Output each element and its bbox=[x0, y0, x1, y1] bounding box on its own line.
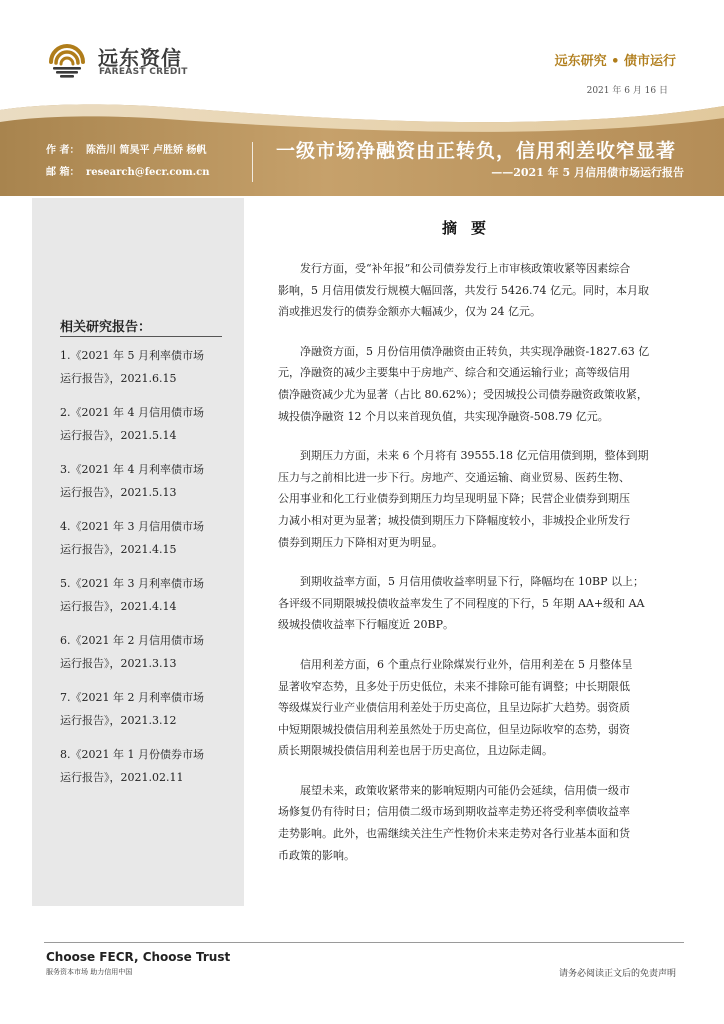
footer-tagline: 服务资本市场 助力信用中国 bbox=[46, 968, 133, 976]
footer-disclaimer: 请务必阅读正文后的免责声明 bbox=[558, 969, 676, 979]
paragraph-yield: 到期收益率方面，5 月信用债收益率明显下行，降幅均在 10BP 以上； 各评级不同期限城投债收益率发生了不同程度的下行，5 年期 AA+级和 AA 级城投债收益率下行幅度近 20BP。 bbox=[278, 575, 645, 632]
related-report-list bbox=[60, 344, 238, 800]
company-logo bbox=[44, 40, 204, 80]
paragraph-outlook: 展望未来，政策收紧带来的影响短期内可能仍会延续，信用债一级市 场修复仍有待时日；信用债二级市场到期收益率走势还将受利率债收益率 走势影响。此外，也需继续关注生产性物价未来走势对各行业基本面和货 币政策的影响。 bbox=[278, 783, 630, 862]
email-address[interactable]: research@fecr.com.cn bbox=[86, 167, 210, 178]
sidebar-divider bbox=[60, 336, 222, 337]
report-subtitle: ——2021 年 5 月信用债市场运行报告 bbox=[491, 166, 684, 179]
paragraph-issuance: 发行方面，受“补年报”和公司债券发行上市审核政策收紧等因素综合 影响，5 月信用债发行规模大幅回落，共发行 5426.74 亿元。同时，本月取 消或推迟发行的债券金额亦大幅减少，仅为 24 亿元。 bbox=[278, 262, 649, 319]
paragraph-credit-spread: 信用利差方面，6 个重点行业除煤炭行业外，信用利差在 5 月整体呈 显著收窄态势，且多处于历史低位，未来不排除可能有调整；中长期限低 等级煤炭行业产业债信用利差处于历史高位，且呈边际扩大趋势。弱资质 中短期限城投债信用利差虽然处于历史高位，但呈边际收窄的态势，弱资 质长期限城投债信用利差也居于历史高位，且边际走阔。 bbox=[278, 657, 633, 758]
header-divider bbox=[252, 142, 253, 182]
logo-english-name: FAREAST CREDIT bbox=[99, 67, 188, 77]
list-item[interactable]: 2.《2021 年 4 月信用债市场 运行报告》，2021.5.14 bbox=[60, 406, 204, 442]
author-label: 作 者： bbox=[46, 145, 80, 156]
list-item[interactable]: 1.《2021 年 5 月利率债市场 运行报告》，2021.6.15 bbox=[60, 349, 204, 385]
list-item[interactable]: 3.《2021 年 4 月利率债市场 运行报告》，2021.5.13 bbox=[60, 463, 204, 499]
logo-rings-icon bbox=[44, 40, 90, 80]
list-item[interactable]: 4.《2021 年 3 月信用债市场 运行报告》，2021.4.15 bbox=[60, 520, 204, 556]
footer-slogan: Choose FECR, Choose Trust bbox=[46, 950, 231, 964]
header-title-area bbox=[0, 98, 724, 196]
list-item[interactable]: 7.《2021 年 2 月利率债市场 运行报告》，2021.3.12 bbox=[60, 691, 204, 727]
summary-heading: 摘要 bbox=[442, 219, 501, 237]
paragraph-maturity-pressure: 到期压力方面，未来 6 个月将有 39555.18 亿元信用债到期，整体到期 压力与之前相比进一步下行。房地产、交通运输、商业贸易、医药生物、 公用事业和化工行业债券到期压力均呈现明显下降；民营企业债券到期压 力减小相对更为显著；城投债到期压力下降幅度较小，非城投企业所发行 债券到期压力下降相对更为明显。 bbox=[278, 449, 649, 549]
related-reports-sidebar bbox=[32, 198, 244, 906]
authors: 陈浩川 简昊平 卢胜娇 杨帆 bbox=[86, 145, 207, 156]
report-series-tag: 远东研究 • 债市运行 bbox=[554, 54, 676, 69]
list-item[interactable]: 5.《2021 年 3 月利率债市场 运行报告》，2021.4.14 bbox=[60, 577, 204, 613]
list-item[interactable]: 6.《2021 年 2 月信用债市场 运行报告》，2021.3.13 bbox=[60, 634, 204, 670]
report-title: 一级市场净融资由正转负，信用利差收窄显著 bbox=[275, 140, 676, 162]
email-label: 邮 箱： bbox=[46, 167, 80, 178]
sidebar-title: 相关研究报告： bbox=[60, 320, 152, 335]
email-line bbox=[46, 163, 210, 178]
logo-chinese-name: 远东资信 bbox=[98, 46, 182, 70]
author-line bbox=[46, 141, 206, 156]
list-item[interactable]: 8.《2021 年 1 月份债券市场 运行报告》，2021.02.11 bbox=[60, 748, 204, 784]
summary-body bbox=[278, 258, 686, 884]
paragraph-net-financing: 净融资方面，5 月份信用债净融资由正转负，共实现净融资-1827.63 亿 元，净融资的减少主要集中于房地产、综合和交通运输行业；高等级信用 债净融资减少尤为显著（占比 80.62%）；受因城投公司债券融资政策收紧， 城投债净融资 12 个月以来首现负值，共实现净融资-508.79 亿元。 bbox=[278, 344, 650, 423]
report-date: 2021 年 6 月 16 日 bbox=[586, 86, 668, 96]
footer-divider bbox=[44, 942, 684, 943]
